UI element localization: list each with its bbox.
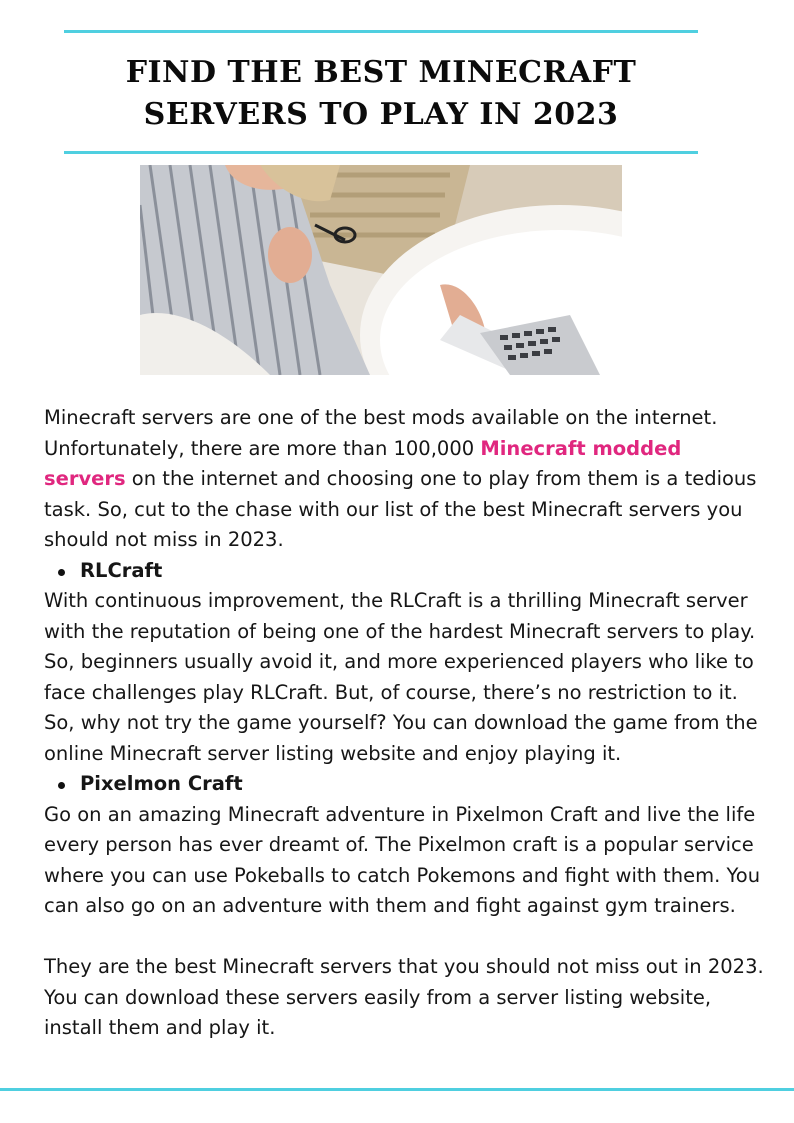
paragraph-spacer [44,922,764,953]
intro-paragraph [44,403,764,556]
section-heading-list [44,769,764,800]
section-heading-label: RLCraft [80,558,163,582]
hero-photo [140,165,622,375]
section-heading-label: Pixelmon Craft [80,772,243,795]
bottom-divider [0,1088,794,1091]
minecraft-modded-servers-link[interactable]: Minecraft modded servers [44,436,682,490]
title-divider [64,151,698,154]
intro-text-start: Minecraft servers are one of the best mods available on the internet. Unfortunately, there are more than 100,000 [44,406,718,460]
pixelmon-paragraph: Go on an amazing Minecraft adventure in Pixelmon Craft and live the life every person has ever dreamt of. The Pixelmon craft is a popular service where you can use Pokeballs to catch Pokemons and fight with them. You can also go on an adventure with them and fight against gym trainers. [44,802,761,917]
section-heading-rlcraft [44,556,764,587]
rlcraft-paragraph: With continuous improvement, the RLCraft is a thrilling Minecraft server with the reputation of being one of the hardest Minecraft servers to play. So, beginners usually avoid it, and more experienced players who like to face challenges play RLCraft. But, of course, there’s no restriction to it. So, why not try the game yourself? You can download the game from the online Minecraft server listing website and enjoy playing it. [44,589,758,765]
intro-text-end: on the internet and choosing one to play from them is a tedious task. So, cut to the chase with our list of the best Minecraft servers you should not miss in 2023. [44,467,757,551]
article-body [44,403,764,1044]
page-title [64,52,698,136]
section-heading-pixelmon [44,769,764,800]
title-line-2: SERVERS TO PLAY IN 2023 [143,97,619,132]
bullet-icon [58,782,65,789]
bullet-icon [58,569,65,576]
conclusion-paragraph: They are the best Minecraft servers that you should not miss out in 2023. You can download these servers easily from a server listing website, install them and play it. [44,955,764,1039]
top-divider [64,30,698,33]
woman-with-laptop-image [140,165,622,375]
section-heading-list [44,556,764,587]
title-line-1: FIND THE BEST MINECRAFT [125,55,637,90]
